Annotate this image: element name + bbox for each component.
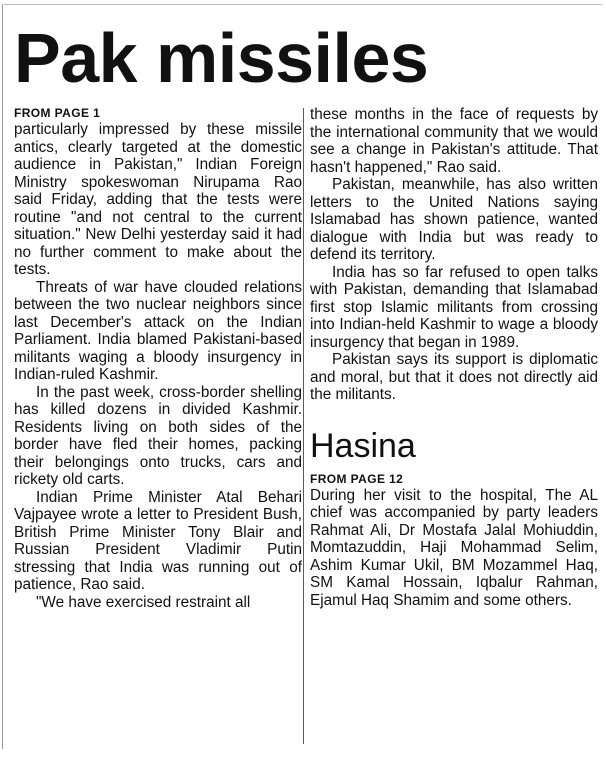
body-paragraph: In the past week, cross-border shelling has killed dozens in divided Kashmir. Residents living on both sides of the border have fled their homes, packing their belongings onto trucks, cars and rickety old carts.	[14, 383, 302, 488]
second-story-headline: Hasina	[310, 426, 416, 465]
column-divider	[303, 108, 304, 744]
body-paragraph: Pakistan, meanwhile, has also written letters to the United Nations saying Islamabad has shown patience, wanted dialogue with India but was ready to defend its territory.	[310, 176, 598, 263]
left-column	[14, 106, 302, 611]
right-column	[310, 106, 598, 609]
body-paragraph: Pakistan says its support is diplomatic and moral, but that it does not directly aid the militants.	[310, 351, 598, 403]
clipping-left-edge	[2, 4, 3, 749]
body-paragraph: these months in the face of requests by the international community that we would see a change in Pakistan's attitude. That hasn't happened," Rao said.	[310, 106, 598, 176]
body-paragraph: particularly impressed by these missile antics, clearly targeted at the domestic audience in Pakistan," Indian Foreign Ministry spokeswoman Nirupama Rao said Friday, adding that the tests were routine "and not central to the current situation." New Delhi yesterday said it had no further comment to make about the tests.	[14, 121, 302, 278]
body-paragraph: Indian Prime Minister Atal Behari Vajpayee wrote a letter to President Bush, British Prime Minister Tony Blair and Russian President Vladimir Putin stressing that India was running out of patience, Rao said.	[14, 488, 302, 593]
second-story-kicker: FROM PAGE 12	[310, 471, 404, 486]
clipping-top-edge	[4, 4, 602, 5]
body-paragraph: Threats of war have clouded relations between the two nuclear neighbors since last December's attack on the Indian Parliament. India blamed Pakistani-based militants waging a bloody insurgency in Indian-ruled Kashmir.	[14, 278, 302, 383]
body-paragraph: "We have exercised restraint all	[36, 593, 251, 611]
body-paragraph: India has so far refused to open talks with Pakistan, demanding that Islamabad first stop Islamic militants from crossing into Indian-held Kashmir to wage a bloody insurgency that began in 1989.	[310, 263, 598, 351]
article-headline: Pak missiles	[14, 19, 429, 97]
continuation-kicker: FROM PAGE 1	[14, 106, 101, 120]
second-story-paragraph: During her visit to the hospital, The AL chief was accompanied by party leaders Rahmat Ali, Dr Mostafa Jalal Mohiuddin, Momtazuddin, Haji Mohammad Selim, Ashim Kumar Ukil, BM Mozammel Haq, SM Kamal Hossain, Iqbalur Rahman, Ejamul Haq Shamim and some others.	[310, 486, 598, 609]
